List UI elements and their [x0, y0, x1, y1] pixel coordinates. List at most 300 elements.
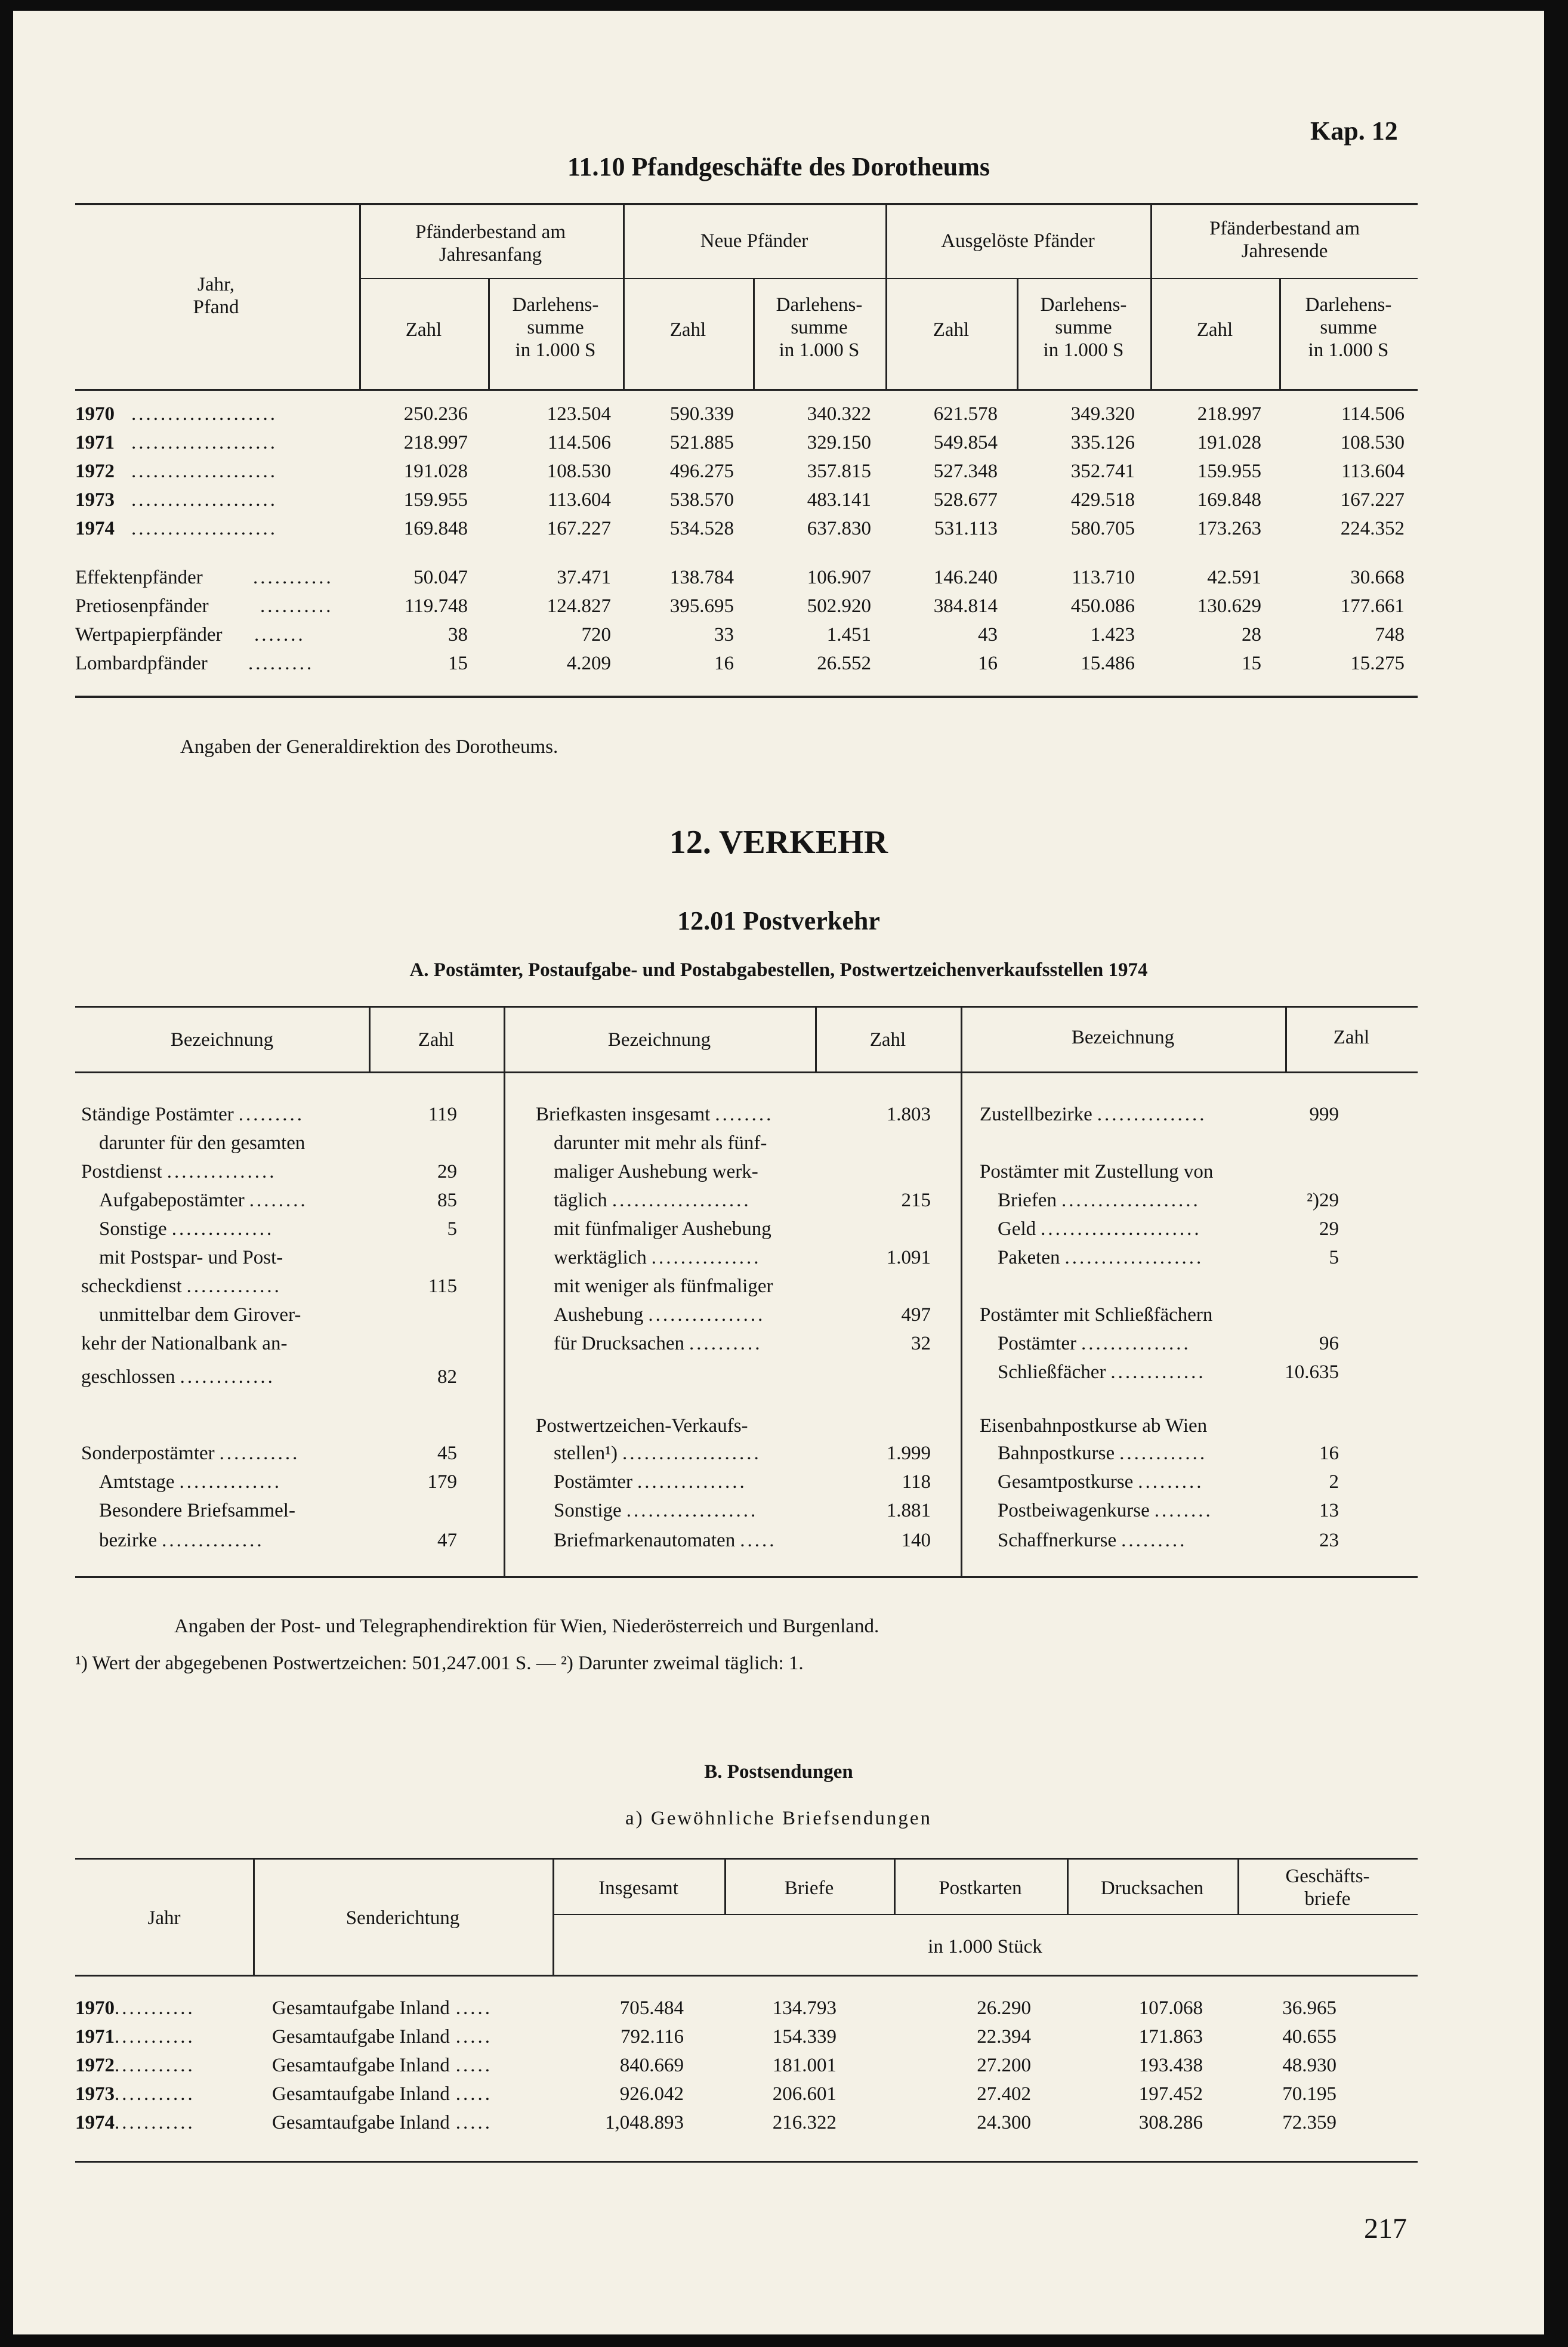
leader-dots: ...............: [651, 1247, 761, 1268]
entry-label: Ständige Postämter: [81, 1104, 234, 1125]
direction-cell: [272, 2055, 492, 2077]
table-cell: 113.604: [1341, 461, 1405, 482]
table-cell: 218.997: [403, 432, 468, 453]
direction-label: Gesamtaufgabe Inland: [272, 2055, 450, 2076]
table-cell: 527.348: [933, 461, 998, 482]
entry-line: [998, 1247, 1203, 1269]
header-jahr: Jahr: [147, 1907, 181, 1929]
table-cell: 38: [448, 624, 468, 646]
table-cell: 218.997: [1197, 403, 1261, 425]
table-cell: 621.578: [933, 403, 998, 425]
row-label: Wertpapierpfänder: [75, 624, 223, 646]
leader-dots: .........: [248, 653, 314, 674]
table-cell: 15: [1242, 653, 1261, 674]
entry-line: [980, 1161, 1213, 1183]
entry-value: 215: [901, 1190, 931, 1211]
leader-dots: .............: [1110, 1361, 1206, 1383]
entry-label: Postämter: [998, 1333, 1076, 1354]
table-cell: 191.028: [1197, 432, 1261, 453]
header-senderichtung: Senderichtung: [345, 1907, 460, 1929]
leader-dots: .....: [455, 1997, 493, 2019]
entry-line: [99, 1530, 264, 1552]
entry-value: 1.803: [886, 1104, 931, 1125]
entry-line: [81, 1366, 275, 1388]
entry-label: Besondere Briefsammel-: [99, 1500, 295, 1521]
row-label: 1971: [75, 432, 115, 453]
leader-dots: ................: [648, 1304, 766, 1326]
table-cell: 134.793: [772, 1997, 837, 2019]
year-label: 1971: [75, 2026, 115, 2048]
row-label: 1970: [75, 403, 115, 425]
header-briefe: Briefe: [784, 1877, 834, 1899]
unit-label: in 1.000 Stück: [928, 1936, 1042, 1957]
leader-dots: .....: [455, 2083, 493, 2105]
header-bezeichnung-3: Bezeichnung: [1071, 1027, 1175, 1048]
entry-line: [998, 1333, 1191, 1355]
table-cell: 108.530: [547, 461, 611, 482]
entry-value: 29: [1319, 1218, 1339, 1240]
table-cell: 177.661: [1340, 595, 1405, 617]
table-cell: 206.601: [772, 2083, 837, 2105]
table-cell: 43: [978, 624, 998, 646]
entry-label: Geld: [998, 1218, 1036, 1240]
year-label: 1972: [75, 2055, 115, 2076]
entry-value: 119: [428, 1104, 457, 1125]
entry-value: 140: [901, 1530, 931, 1551]
year-label: 1973: [75, 2083, 115, 2105]
entry-line: [81, 1104, 304, 1126]
entry-line: [554, 1500, 758, 1522]
header-zahl-3: Zahl: [1333, 1027, 1370, 1048]
table-cell: 22.394: [977, 2026, 1031, 2048]
subheader-darlehen: Darlehens- summe in 1.000 S: [776, 294, 863, 361]
entry-value: 5: [1329, 1247, 1339, 1268]
table-cell: 538.570: [669, 489, 734, 511]
header-bezeichnung-1: Bezeichnung: [170, 1029, 274, 1051]
entry-label: Schließfächer: [998, 1361, 1106, 1383]
table-cell: 637.830: [807, 518, 871, 539]
entry-label: Briefkasten insgesamt: [536, 1104, 711, 1125]
entry-line: [99, 1304, 301, 1326]
table-cell: 534.528: [669, 518, 734, 539]
year-cell: [75, 1997, 195, 2019]
leader-dots: ....................: [131, 518, 277, 539]
subheader-darlehen: Darlehens- summe in 1.000 S: [512, 294, 599, 361]
table-cell: 580.705: [1070, 518, 1135, 539]
table-cell: 27.200: [977, 2055, 1031, 2076]
entry-line: [81, 1276, 282, 1298]
row-label: Effektenpfänder: [75, 567, 203, 588]
table-cell: 1.451: [826, 624, 871, 646]
leader-dots: ........: [715, 1104, 774, 1125]
leader-dots: ...............: [1081, 1333, 1191, 1354]
entry-label: mit Postspar- und Post-: [99, 1247, 283, 1268]
entry-line: [998, 1500, 1213, 1522]
table-cell: 496.275: [669, 461, 734, 482]
entry-value: 1.091: [886, 1247, 931, 1268]
leader-dots: .....: [455, 2026, 493, 2048]
leader-dots: ...................: [1061, 1190, 1200, 1211]
table-cell: 335.126: [1070, 432, 1135, 453]
entry-line: [81, 1333, 287, 1355]
entry-line: [554, 1304, 765, 1326]
table-b-title: B. Postsendungen: [704, 1761, 853, 1783]
entry-label: maliger Aushebung werk-: [554, 1161, 758, 1182]
table-cell: 1.423: [1090, 624, 1135, 646]
row-label: Lombardpfänder: [75, 653, 208, 674]
entry-label: Aushebung: [554, 1304, 644, 1326]
table-cell: 590.339: [669, 403, 734, 425]
source-dorotheum: Angaben der Generaldirektion des Dorotheums.: [180, 736, 558, 758]
group-header-jahresanfang: Pfänderbestand am Jahresanfang: [415, 221, 566, 265]
entry-line: [980, 1415, 1207, 1437]
table-cell: 48.930: [1282, 2055, 1336, 2076]
leader-dots: ..............: [179, 1471, 282, 1493]
table-cell: 154.339: [772, 2026, 837, 2048]
table-cell: 26.290: [977, 1997, 1031, 2019]
table-cell: 181.001: [772, 2055, 837, 2076]
leader-dots: .............: [180, 1366, 275, 1388]
entry-label: Sonderpostämter: [81, 1443, 215, 1464]
table-cell: 429.518: [1070, 489, 1135, 511]
table-cell: 33: [714, 624, 734, 646]
entry-label: stellen¹): [554, 1443, 618, 1464]
document-page: [13, 11, 1544, 2334]
table-cell: 705.484: [619, 1997, 684, 2019]
chapter-title: 12. VERKEHR: [669, 824, 888, 861]
entry-label: mit weniger als fünfmaliger: [554, 1276, 773, 1297]
entry-value: 82: [437, 1366, 457, 1388]
entry-line: [980, 1104, 1207, 1126]
leader-dots: ........: [1154, 1500, 1213, 1521]
header-geschaeftsbriefe: Geschäfts- briefe: [1285, 1866, 1370, 1910]
leader-dots: ...................: [622, 1443, 761, 1464]
entry-line: [998, 1471, 1204, 1493]
direction-label: Gesamtaufgabe Inland: [272, 2026, 450, 2048]
leader-dots: ...........: [115, 2055, 195, 2076]
footnote: ¹) Wert der abgegebenen Postwertzeichen: 501,247.001 S. — ²) Darunter zweimal täglich: 1.: [75, 1653, 804, 1674]
leader-dots: .........: [238, 1104, 304, 1125]
entry-value: 1.881: [886, 1500, 931, 1521]
leader-dots: .....: [740, 1530, 777, 1551]
year-label: 1970: [75, 1997, 115, 2019]
leader-dots: ...........: [219, 1443, 300, 1464]
table-cell: 106.907: [807, 567, 871, 588]
header-insgesamt: Insgesamt: [598, 1877, 678, 1899]
entry-label: Postämter mit Zustellung von: [980, 1161, 1214, 1182]
table-cell: 840.669: [619, 2055, 684, 2076]
table-cell: 124.827: [547, 595, 611, 617]
table-cell: 531.113: [934, 518, 998, 539]
table-cell: 748: [1375, 624, 1405, 646]
entry-line: [554, 1218, 771, 1240]
table-cell: 171.863: [1138, 2026, 1203, 2048]
entry-label: darunter mit mehr als fünf-: [554, 1132, 767, 1154]
entry-line: [998, 1443, 1207, 1465]
entry-value: 29: [437, 1161, 457, 1182]
entry-label: kehr der Nationalbank an-: [81, 1333, 288, 1354]
leader-dots: .............: [186, 1276, 282, 1297]
table-cell: 107.068: [1138, 1997, 1203, 2019]
table-cell: 193.438: [1138, 2055, 1203, 2076]
leader-dots: ...............: [166, 1161, 277, 1182]
entry-line: [554, 1530, 776, 1552]
entry-line: [554, 1247, 761, 1269]
entry-label: Amtstage: [99, 1471, 175, 1493]
table-cell: 167.227: [1340, 489, 1405, 511]
leader-dots: ...............: [637, 1471, 747, 1493]
leader-dots: ..........: [260, 595, 334, 617]
table-cell: 146.240: [933, 567, 998, 588]
source-post: Angaben der Post- und Telegraphendirektion für Wien, Niederösterreich und Burgenland.: [174, 1616, 879, 1637]
year-cell: [75, 2083, 195, 2105]
direction-cell: [272, 2026, 492, 2048]
entry-line: [554, 1443, 761, 1465]
leader-dots: ........: [249, 1190, 308, 1211]
entry-label: mit fünfmaliger Aushebung: [554, 1218, 771, 1240]
table-cell: 113.710: [1071, 567, 1135, 588]
entry-label: Zustellbezirke: [980, 1104, 1092, 1125]
entry-line: [554, 1132, 767, 1154]
entry-line: [554, 1333, 762, 1355]
table-cell: 123.504: [547, 403, 611, 425]
table-cell: 450.086: [1070, 595, 1135, 617]
leader-dots: ....................: [131, 489, 277, 511]
entry-label: Paketen: [998, 1247, 1060, 1268]
table-cell: 528.677: [933, 489, 998, 511]
table-cell: 138.784: [669, 567, 734, 588]
direction-label: Gesamtaufgabe Inland: [272, 2083, 450, 2105]
entry-label: Schaffnerkurse: [998, 1530, 1117, 1551]
entry-label: scheckdienst: [81, 1276, 182, 1297]
entry-value: 16: [1319, 1443, 1339, 1464]
direction-cell: [272, 2112, 492, 2134]
entry-line: [99, 1247, 283, 1269]
table-cell: 483.141: [807, 489, 871, 511]
year-cell: [75, 2055, 195, 2077]
table-cell: 27.402: [977, 2083, 1031, 2105]
group-header-jahresende: Pfänderbestand am Jahresende: [1209, 218, 1360, 262]
entry-value: 10.635: [1285, 1361, 1339, 1383]
entry-label: Postämter: [554, 1471, 632, 1493]
entry-line: [81, 1443, 300, 1465]
entry-label: Postbeiwagenkurse: [998, 1500, 1150, 1521]
subheader-zahl: Zahl: [405, 319, 442, 341]
entry-line: [536, 1104, 773, 1126]
table-cell: 357.815: [807, 461, 871, 482]
leader-dots: .........: [1121, 1530, 1187, 1551]
entry-value: 2: [1329, 1471, 1339, 1493]
row-label: Pretiosenpfänder: [75, 595, 209, 617]
leader-dots: ..........: [689, 1333, 763, 1354]
entry-value: 85: [437, 1190, 457, 1211]
leader-dots: ............: [1119, 1443, 1208, 1464]
table-cell: 114.506: [1341, 403, 1405, 425]
entry-line: [998, 1530, 1187, 1552]
table-cell: 119.748: [404, 595, 468, 617]
entry-value: 1.999: [886, 1443, 931, 1464]
leader-dots: ....................: [131, 461, 277, 482]
table-cell: 1,048.893: [605, 2112, 684, 2133]
table-cell: 329.150: [807, 432, 871, 453]
year-label: 1974: [75, 2112, 115, 2133]
table-cell: 40.655: [1282, 2026, 1336, 2048]
group-header-ausgeloeste: Ausgelöste Pfänder: [941, 230, 1095, 252]
entry-value: 96: [1319, 1333, 1339, 1354]
entry-value: 32: [911, 1333, 931, 1354]
table-cell: 16: [714, 653, 734, 674]
leader-dots: ..................: [626, 1500, 758, 1521]
row-label: 1973: [75, 489, 115, 511]
table-cell: 169.848: [403, 518, 468, 539]
entry-label: für Drucksachen: [554, 1333, 684, 1354]
entry-value: 179: [427, 1471, 457, 1493]
table-cell: 37.471: [557, 567, 611, 588]
table-cell: 159.955: [1197, 461, 1261, 482]
table-cell: 15.275: [1350, 653, 1405, 674]
table-cell: 70.195: [1282, 2083, 1336, 2105]
entry-value: 23: [1319, 1530, 1339, 1551]
entry-line: [998, 1218, 1202, 1240]
header-jahr-pfand: Jahr, Pfand: [193, 274, 239, 318]
direction-cell: [272, 1997, 492, 2019]
entry-line: [536, 1415, 748, 1437]
entry-label: unmittelbar dem Girover-: [99, 1304, 301, 1326]
leader-dots: .....: [455, 2055, 493, 2076]
entry-label: täglich: [554, 1190, 607, 1211]
entry-value: 999: [1309, 1104, 1339, 1125]
table-cell: 4.209: [566, 653, 611, 674]
entry-label: Eisenbahnpostkurse ab Wien: [980, 1415, 1208, 1437]
entry-line: [998, 1361, 1206, 1384]
entry-line: [99, 1132, 305, 1154]
table-cell: 159.955: [403, 489, 468, 511]
entry-line: [99, 1218, 274, 1240]
table-cell: 720: [581, 624, 611, 646]
table-cell: 224.352: [1340, 518, 1405, 539]
leader-dots: ...................: [1064, 1247, 1204, 1268]
leader-dots: ...........: [115, 2083, 195, 2105]
entry-label: Postdienst: [81, 1161, 162, 1182]
table-cell: 24.300: [977, 2112, 1031, 2133]
leader-dots: ...........: [115, 2026, 195, 2048]
leader-dots: ....................: [131, 403, 277, 425]
table-cell: 250.236: [403, 403, 468, 425]
entry-label: Gesamtpostkurse: [998, 1471, 1134, 1493]
page-number: 217: [1364, 2213, 1407, 2244]
subheader-zahl: Zahl: [1196, 319, 1233, 341]
table-cell: 30.668: [1350, 567, 1405, 588]
entry-line: [554, 1161, 758, 1183]
leader-dots: .........: [1138, 1471, 1204, 1493]
entry-line: [554, 1190, 751, 1212]
entry-value: 497: [901, 1304, 931, 1326]
entry-line: [980, 1304, 1212, 1326]
entry-label: geschlossen: [81, 1366, 175, 1388]
table-cell: 502.920: [807, 595, 871, 617]
entry-line: [81, 1161, 276, 1183]
entry-line: [554, 1276, 773, 1298]
table-cell: 28: [1242, 624, 1261, 646]
leader-dots: ..............: [162, 1530, 264, 1551]
entry-label: Briefmarkenautomaten: [554, 1530, 736, 1551]
table-a-title: A. Postämter, Postaufgabe- und Postabgabestellen, Postwertzeichenverkaufsstellen 1974: [409, 959, 1148, 981]
table-cell: 36.965: [1282, 1997, 1336, 2019]
table-cell: 340.322: [807, 403, 871, 425]
leader-dots: ......................: [1041, 1218, 1202, 1240]
leader-dots: ...........: [253, 567, 334, 588]
entry-line: [99, 1471, 282, 1493]
table-cell: 130.629: [1197, 595, 1261, 617]
table-cell: 549.854: [933, 432, 998, 453]
direction-label: Gesamtaufgabe Inland: [272, 1997, 450, 2019]
table-cell: 352.741: [1070, 461, 1135, 482]
table-cell: 167.227: [547, 518, 611, 539]
table-cell: 169.848: [1197, 489, 1261, 511]
table-cell: 72.359: [1282, 2112, 1336, 2133]
table-cell: 191.028: [403, 461, 468, 482]
header-zahl-1: Zahl: [418, 1029, 455, 1051]
table-cell: 42.591: [1207, 567, 1261, 588]
leader-dots: ...................: [612, 1190, 751, 1211]
table-cell: 15.486: [1081, 653, 1135, 674]
row-label: 1974: [75, 518, 115, 539]
header-drucksachen: Drucksachen: [1100, 1877, 1204, 1899]
entry-value: 45: [437, 1443, 457, 1464]
entry-value: 118: [902, 1471, 931, 1493]
section-title: 12.01 Postverkehr: [677, 906, 880, 935]
year-cell: [75, 2112, 195, 2134]
subheader-zahl: Zahl: [933, 319, 970, 341]
entry-label: darunter für den gesamten: [99, 1132, 305, 1154]
header-bezeichnung-2: Bezeichnung: [607, 1029, 711, 1051]
table-cell: 113.604: [547, 489, 611, 511]
table-cell: 197.452: [1138, 2083, 1203, 2105]
table-cell: 16: [978, 653, 998, 674]
group-header-neue: Neue Pfänder: [700, 230, 808, 252]
table-cell: 15: [448, 653, 468, 674]
table-cell: 926.042: [619, 2083, 684, 2105]
entry-label: Postämter mit Schließfächern: [980, 1304, 1213, 1326]
table-cell: 173.263: [1197, 518, 1261, 539]
entry-label: Postwertzeichen-Verkaufs-: [536, 1415, 748, 1437]
table-b-subtitle: a) Gewöhnliche Briefsendungen: [625, 1808, 933, 1829]
chapter-label: Kap. 12: [1310, 116, 1398, 146]
table-cell: 308.286: [1138, 2112, 1203, 2133]
entry-label: Bahnpostkurse: [998, 1443, 1115, 1464]
entry-line: [99, 1190, 308, 1212]
entry-value: ²)29: [1307, 1190, 1339, 1211]
table-cell: 521.885: [669, 432, 734, 453]
header-zahl-2: Zahl: [869, 1029, 906, 1051]
entry-label: werktäglich: [554, 1247, 647, 1268]
table-cell: 26.552: [817, 653, 871, 674]
table-cell: 792.116: [620, 2026, 684, 2048]
table-title-11-10: 11.10 Pfandgeschäfte des Dorotheums: [567, 152, 990, 181]
entry-value: 115: [428, 1276, 457, 1297]
table-cell: 349.320: [1070, 403, 1135, 425]
table-cell: 216.322: [772, 2112, 837, 2133]
table-cell: 384.814: [933, 595, 998, 617]
direction-label: Gesamtaufgabe Inland: [272, 2112, 450, 2133]
table-cell: 108.530: [1340, 432, 1405, 453]
direction-cell: [272, 2083, 492, 2105]
leader-dots: .......: [254, 624, 305, 646]
entry-line: [99, 1500, 295, 1522]
entry-line: [554, 1471, 747, 1493]
entry-label: bezirke: [99, 1530, 158, 1551]
table-cell: 395.695: [669, 595, 734, 617]
